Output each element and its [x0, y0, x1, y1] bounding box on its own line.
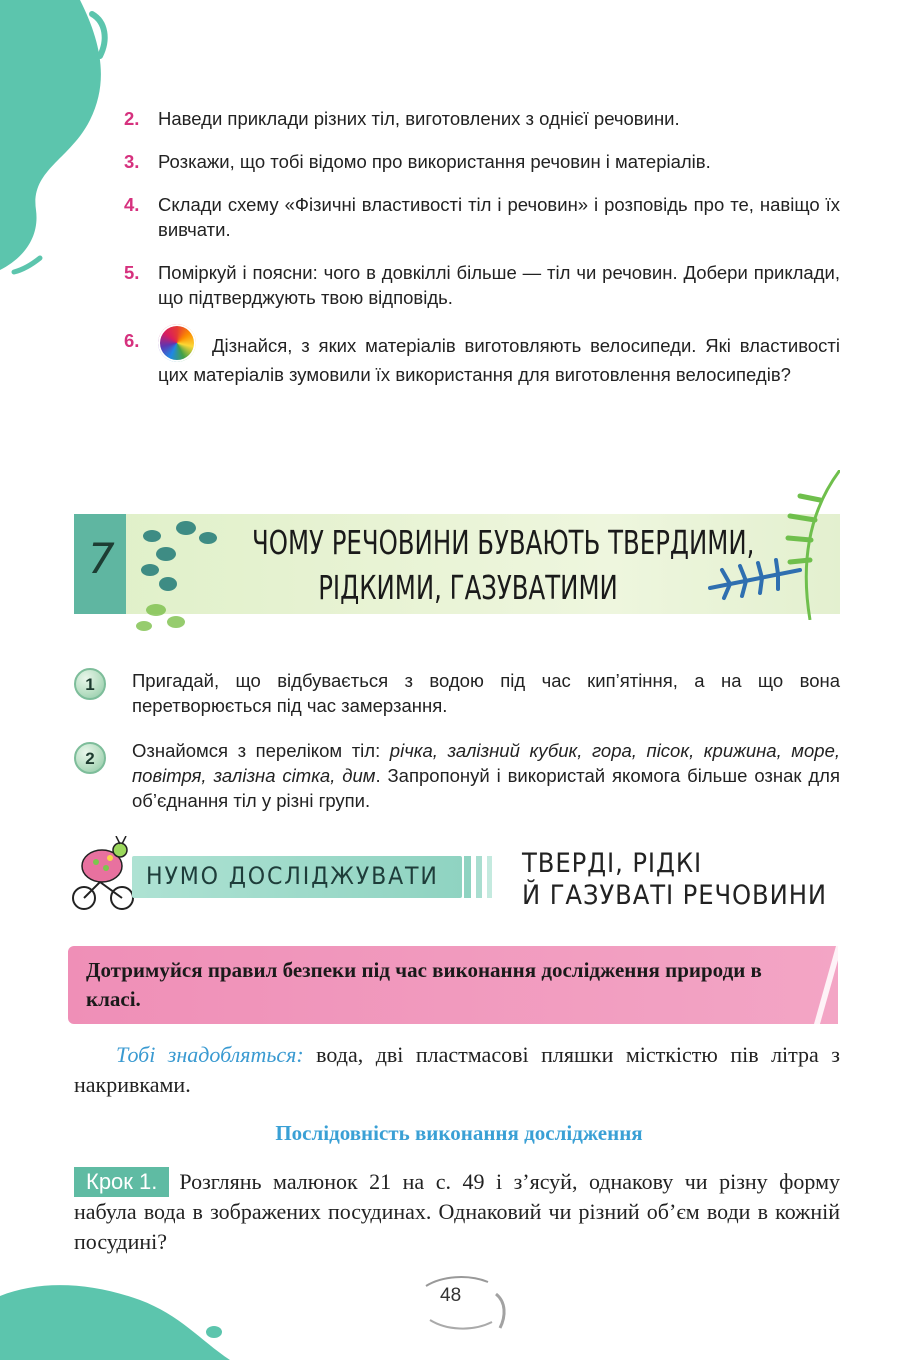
question-text: Поміркуй і поясни: чого в довкіллі більше — тіл чи речовин. Добери приклади, що підтверджують твою відповідь.	[158, 262, 840, 308]
explore-title	[522, 848, 846, 912]
needs-label: Тобі знадобляться:	[116, 1042, 304, 1067]
task-text: Пригадай, що відбувається з водою під час кип’ятіння, а на що вона перетворюється під час замерзання.	[132, 670, 840, 716]
needs-paragraph	[74, 1040, 840, 1100]
task-item	[74, 738, 840, 813]
explore-label: НУМО ДОСЛІДЖУВАТИ	[146, 862, 439, 890]
page-number: 48	[440, 1285, 462, 1306]
task-text	[132, 738, 840, 813]
task-text-pre: Ознайомся з переліком тіл:	[132, 740, 390, 761]
task-text-italic: річка, залізний кубик, гора, пісок, крижина, море, повітря, залізна сітка, дим	[132, 740, 840, 786]
explore-title-line-2: Й ГАЗУВАТІ РЕЧОВИНИ	[522, 880, 827, 911]
question-number: 4.	[124, 194, 140, 215]
question-item	[124, 192, 840, 242]
lesson-title-line-2: РІДКИМИ, ГАЗУВАТИМИ	[318, 568, 618, 607]
question-number: 2.	[124, 108, 140, 129]
question-list	[124, 106, 840, 405]
sequence-title: Послідовність виконання дослідження	[275, 1121, 643, 1145]
lesson-number: 7	[88, 534, 115, 583]
question-item	[124, 324, 840, 387]
safety-note-text: Дотримуйся правил безпеки під час виконання дослідження природи в класі.	[86, 958, 762, 1011]
task-badge: 2	[74, 742, 106, 774]
question-item	[124, 260, 840, 310]
corner-blob-top-left	[0, 0, 130, 290]
question-text: Розкажи, що тобі відомо про використання речовин і матеріалів.	[158, 151, 711, 172]
lesson-title-line-1: ЧОМУ РЕЧОВИНИ БУВАЮТЬ ТВЕРДИМИ,	[252, 523, 755, 562]
question-item	[124, 149, 840, 174]
question-number: 6.	[124, 330, 140, 351]
step-text: Розглянь малюнок 21 на с. 49 і з’ясуй, однакову чи різну форму набула вода в зображених посудинах. Однаковий чи різний об’єм води в кожній посудині?	[74, 1169, 840, 1254]
step-1	[74, 1167, 840, 1257]
question-text: Склади схему «Фізичні властивості тіл і речовин» і розповідь про те, навіщо їх вивчати.	[158, 194, 840, 240]
question-body	[158, 324, 840, 387]
question-item	[124, 106, 840, 131]
question-number: 5.	[124, 262, 140, 283]
lesson-title	[222, 520, 784, 610]
color-wheel-icon	[158, 324, 196, 362]
question-text: Наведи приклади різних тіл, виготовлених з однієї речовини.	[158, 108, 680, 129]
needs-text: вода, дві пластмасові пляшки місткістю пів літра з накривками.	[74, 1042, 840, 1097]
step-label: Крок 1.	[74, 1167, 169, 1197]
question-text: Дізнайся, з яких матеріалів виготовляють велосипеди. Які властивості цих матеріалів зумовили їх використання для виготовлення велосипедів?	[158, 335, 840, 385]
explore-title-line-1: ТВЕРДІ, РІДКІ	[522, 848, 703, 879]
task-badge: 1	[74, 668, 106, 700]
bicycle-bug-icon	[70, 836, 136, 912]
page-number-decoration	[412, 1272, 522, 1342]
explore-banner-stripes	[462, 856, 502, 898]
question-number: 3.	[124, 151, 140, 172]
corner-blob-bottom-left	[0, 1260, 240, 1360]
task-text-post: . Запропонуй і використай якомога більше ознак для об’єднання тіл у різні групи.	[132, 765, 840, 811]
task-item	[74, 668, 840, 718]
